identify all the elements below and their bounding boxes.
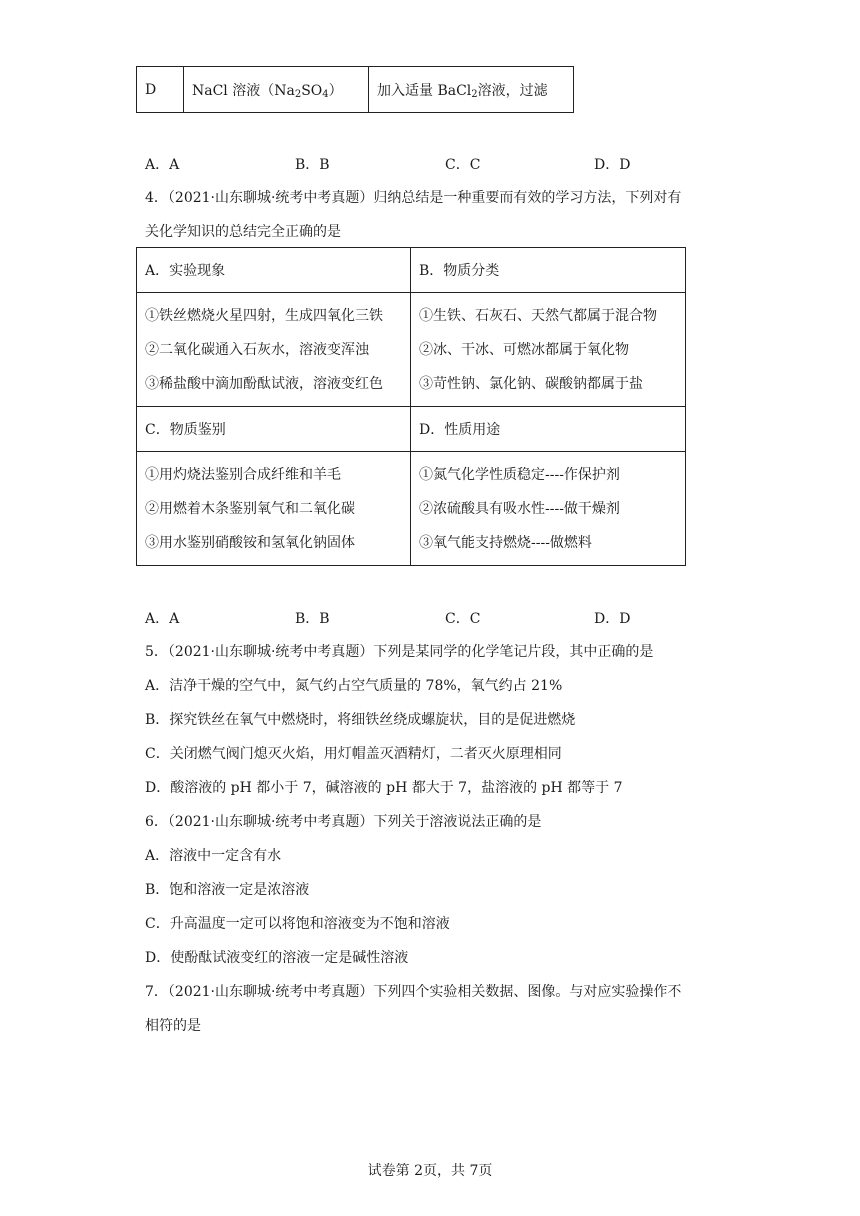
q6-option-a[interactable]: A．溶液中一定含有水	[145, 848, 282, 864]
q5-option-c[interactable]: C．关闭燃气阀门熄灭火焰，用灯帽盖灭酒精灯，二者灭火原理相同	[145, 746, 562, 762]
q3-option-c[interactable]: C．C	[445, 157, 481, 173]
q4-a-header: A．实验现象	[137, 248, 411, 293]
q4-c-items: ①用灼烧法鉴别合成纤维和羊毛 ②用燃着木条鉴别氧气和二氧化碳 ③用水鉴别硝酸铵和氢氧化钠固体	[137, 452, 411, 566]
q6-stem: 6．（2021·山东聊城·统考中考真题）下列关于溶液说法正确的是	[145, 814, 542, 830]
q4-c-header: C．物质鉴别	[137, 407, 411, 452]
q4-option-b[interactable]: B．B	[295, 611, 330, 627]
q5-option-b[interactable]: B．探究铁丝在氧气中燃烧时，将细铁丝绕成螺旋状，目的是促进燃烧	[145, 712, 576, 728]
q3-table-row-d	[136, 66, 574, 113]
q4-d-items: ①氮气化学性质稳定----作保护剂 ②浓硫酸具有吸水性----做干燥剂 ③氧气能支持燃烧----做燃料	[411, 452, 686, 566]
q3-option-d[interactable]: D．D	[594, 157, 631, 173]
q5-stem: 5．（2021·山东聊城·统考中考真题）下列是某同学的化学笔记片段，其中正确的是	[145, 644, 654, 660]
q7-stem-line1: 7．（2021·山东聊城·统考中考真题）下列四个实验相关数据、图像。与对应实验操作不	[145, 984, 682, 1000]
q7-stem-line2: 相符的是	[145, 1018, 201, 1034]
q6-option-d[interactable]: D．使酚酞试液变红的溶液一定是碱性溶液	[145, 950, 409, 966]
q4-option-a[interactable]: A．A	[145, 611, 180, 627]
page-footer: 试卷第 2页，共 7页	[367, 1163, 493, 1179]
q5-option-d[interactable]: D．酸溶液的 pH 都小于 7，碱溶液的 pH 都大于 7，盐溶液的 pH 都等于 7	[145, 780, 623, 796]
q4-stem-line2: 关化学知识的总结完全正确的是	[145, 224, 341, 240]
q4-option-d[interactable]: D．D	[594, 611, 631, 627]
q3-option-b[interactable]: B．B	[295, 157, 330, 173]
row-d-method: 加入适量 BaCl$_2$溶液，过滤	[369, 67, 574, 113]
q6-option-b[interactable]: B．饱和溶液一定是浓溶液	[145, 882, 310, 898]
row-d-substance: NaCl 溶液$(Na_2SO_4)$	[184, 67, 369, 113]
q6-option-c[interactable]: C．升高温度一定可以将饱和溶液变为不饱和溶液	[145, 916, 450, 932]
q4-b-items: ①生铁、石灰石、天然气都属于混合物 ②冰、干冰、可燃冰都属于氧化物 ③苛性钠、氯化钠、碳酸钠都属于盐	[411, 293, 686, 407]
q4-table	[136, 247, 686, 566]
q4-stem-line1: 4．（2021·山东聊城·统考中考真题）归纳总结是一种重要而有效的学习方法，下列对有	[145, 190, 682, 206]
q5-option-a[interactable]: A．洁净干燥的空气中，氮气约占空气质量的 78%，氧气约占 21%	[145, 678, 563, 694]
q3-option-a[interactable]: A．A	[145, 157, 180, 173]
q4-d-header: D．性质用途	[411, 407, 686, 452]
q4-a-items: ①铁丝燃烧火星四射，生成四氧化三铁 ②二氧化碳通入石灰水，溶液变浑浊 ③稀盐酸中滴加酚酞试液，溶液变红色	[137, 293, 411, 407]
row-d-label: D	[137, 67, 184, 113]
q4-b-header: B．物质分类	[411, 248, 686, 293]
q4-option-c[interactable]: C．C	[445, 611, 481, 627]
